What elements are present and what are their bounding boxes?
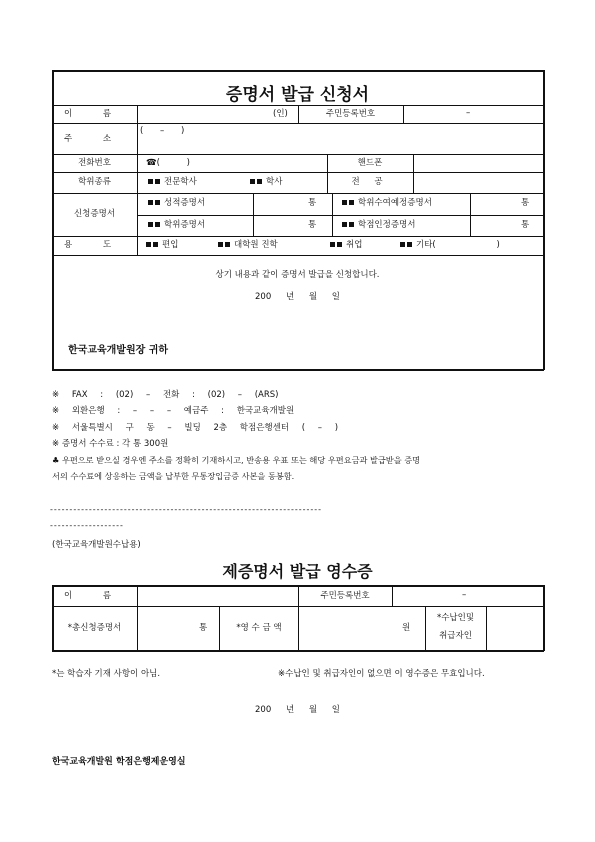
footnote-left: *는 학습자 기재 사항이 아님. — [52, 669, 161, 679]
receipt-name-label: 이 름 — [63, 591, 126, 601]
phone-value: ☎( ) — [146, 158, 190, 168]
rrn-dash: – — [466, 108, 471, 118]
receiver-label-1: *수납인및 — [436, 613, 475, 623]
application-statement: 상기 내용과 같이 증명서 발급을 신청합니다. — [215, 270, 380, 280]
form-title: 증명서 발급 신청서 — [225, 85, 370, 105]
amount-label: *영 수 금 액 — [236, 623, 282, 633]
phone-label: 전화번호 — [78, 158, 111, 168]
address-label: 주 소 — [63, 134, 126, 144]
total-cert-unit: 통 — [199, 623, 208, 633]
purpose-label: 용 도 — [63, 240, 126, 250]
amount-unit: 원 — [402, 623, 411, 633]
receipt-rrn-dash: – — [462, 590, 467, 600]
degree-option-bachelor[interactable]: 학사 — [250, 178, 282, 187]
checkbox-icon — [342, 200, 355, 205]
cut-line: ------------------- — [50, 521, 124, 530]
checkbox-icon — [218, 242, 231, 247]
purpose-option-transfer[interactable]: 편입 — [146, 241, 178, 250]
cert-unit: 통 — [521, 220, 530, 230]
note-mail-line2: 서의 수수료에 상응하는 금액을 납부한 무통장입금증 사본을 동봉함. — [52, 471, 295, 481]
note-bank: ※ 외환은행 : – – – 예금주 : 한국교육개발원 — [52, 406, 295, 416]
seal-mark: (인) — [273, 109, 288, 119]
cert-option-degree[interactable]: 학위증명서 — [148, 221, 205, 230]
footnote-right: ※수납인 및 취급자인이 없으면 이 영수증은 무효입니다. — [278, 669, 485, 679]
mobile-label: 핸드폰 — [357, 158, 383, 168]
note-fee: ※ 증명서 수수료 : 각 통 300원 — [52, 439, 169, 449]
checkbox-icon — [400, 242, 413, 247]
purpose-option-other[interactable]: 기타( ) — [400, 241, 500, 250]
receipt-title: 제증명서 발급 영수증 — [222, 562, 373, 581]
rrn-label: 주민등록번호 — [325, 109, 376, 119]
checkbox-icon — [342, 222, 355, 227]
addressee: 한국교육개발원장 귀하 — [68, 345, 169, 356]
cut-line: ---------------------------------------------------------------------- — [50, 505, 323, 514]
cert-unit: 통 — [308, 198, 317, 208]
purpose-option-grad-school[interactable]: 대학원 진학 — [218, 241, 278, 250]
checkbox-icon — [250, 179, 263, 184]
cert-option-credit[interactable]: 학점인정증명서 — [342, 221, 415, 230]
name-label: 이 름 — [63, 109, 126, 119]
receipt-rrn-label: 주민등록번호 — [320, 591, 370, 601]
receipt-date: 200 년 월 일 — [255, 705, 340, 715]
cert-unit: 통 — [521, 198, 530, 208]
checkbox-icon — [148, 222, 161, 227]
checkbox-icon — [146, 242, 159, 247]
major-label: 전 공 — [351, 177, 389, 187]
checkbox-icon — [330, 242, 343, 247]
cert-unit: 통 — [308, 220, 317, 230]
cert-option-expected-degree[interactable]: 학위수여예정증명서 — [342, 199, 432, 208]
cert-label: 신청증명서 — [73, 209, 116, 219]
receiver-label-2: 취급자인 — [439, 631, 472, 641]
cert-option-transcript[interactable]: 성적증명서 — [148, 199, 205, 208]
note-fax: ※ FAX : (02) – 전화 : (02) – (ARS) — [52, 390, 279, 400]
degree-label: 학위종류 — [78, 177, 111, 187]
note-address: ※ 서울특별시 구 동 – 빌딩 2층 학점은행센터 ( – ) — [52, 423, 339, 433]
total-cert-label: *총신청증명서 — [67, 623, 122, 633]
purpose-option-employment[interactable]: 취업 — [330, 241, 362, 250]
kedi-copy-label: (한국교육개발원수납용) — [52, 540, 141, 550]
postal-code: ( – ) — [140, 126, 185, 136]
office-name: 한국교육개발원 학점은행제운영실 — [52, 757, 186, 767]
checkbox-icon — [148, 179, 161, 184]
degree-option-associate[interactable]: 전문학사 — [148, 178, 197, 187]
checkbox-icon — [148, 200, 161, 205]
application-date: 200 년 월 일 — [255, 292, 340, 302]
note-mail-line1: ♣ 우편으로 받으실 경우엔 주소를 정확히 기재하시고, 반송용 우표 또는 해당 우편요금과 발급받을 증명 — [52, 455, 421, 465]
